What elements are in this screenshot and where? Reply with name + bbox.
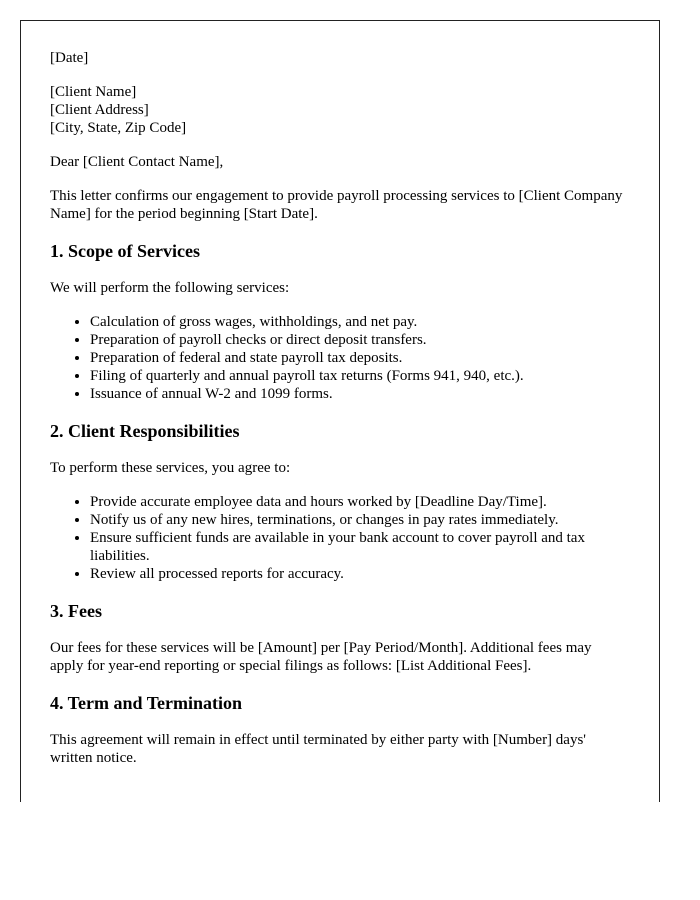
section-text-responsibilities: To perform these services, you agree to: [50,460,291,476]
section-heading-scope: 1. Scope of Services [50,241,200,261]
letter-date: [Date] [50,50,89,66]
client-name: [Client Name] [50,84,137,100]
client-address: [Client Address] [50,102,149,118]
list-item: • Notify us of any new hires, terminations, or changes in pay rates immediately. [90,511,628,529]
letter-page [20,20,660,802]
client-city-state-zip: [City, State, Zip Code] [50,120,187,136]
section-heading-term: 4. Term and Termination [50,693,243,713]
section-text-fees: Our fees for these services will be [Amount] per [Pay Period/Month]. Additional fees may apply for year-end reporting or special filings as follows: [List Additional Fees]. [50,640,592,674]
salutation: Dear [Client Contact Name], [50,154,224,170]
section-text-scope: We will perform the following services: [50,280,290,296]
list-item: • Issuance of annual W-2 and 1099 forms. [90,385,628,403]
responsibilities-list [50,493,628,583]
scope-list [50,313,628,403]
list-item: • Provide accurate employee data and hours worked by [Deadline Day/Time]. [90,493,628,511]
intro-paragraph: This letter confirms our engagement to provide payroll processing services to [Client Company Name] for the period beginning [Start Date]. [50,188,623,222]
letter-body [50,49,628,767]
list-item: • Review all processed reports for accuracy. [90,565,628,583]
list-item: • Filing of quarterly and annual payroll tax returns (Forms 941, 940, etc.). [90,367,628,385]
list-item: • Ensure sufficient funds are available in your bank account to cover payroll and tax liabilities. [90,529,628,565]
section-heading-fees: 3. Fees [50,601,102,621]
list-item: • Preparation of federal and state payroll tax deposits. [90,349,628,367]
section-heading-responsibilities: 2. Client Responsibilities [50,421,240,441]
list-item: • Calculation of gross wages, withholdings, and net pay. [90,313,628,331]
list-item: • Preparation of payroll checks or direct deposit transfers. [90,331,628,349]
section-text-term: This agreement will remain in effect until terminated by either party with [Number] days' written notice. [50,732,587,766]
client-address-block [50,83,628,137]
